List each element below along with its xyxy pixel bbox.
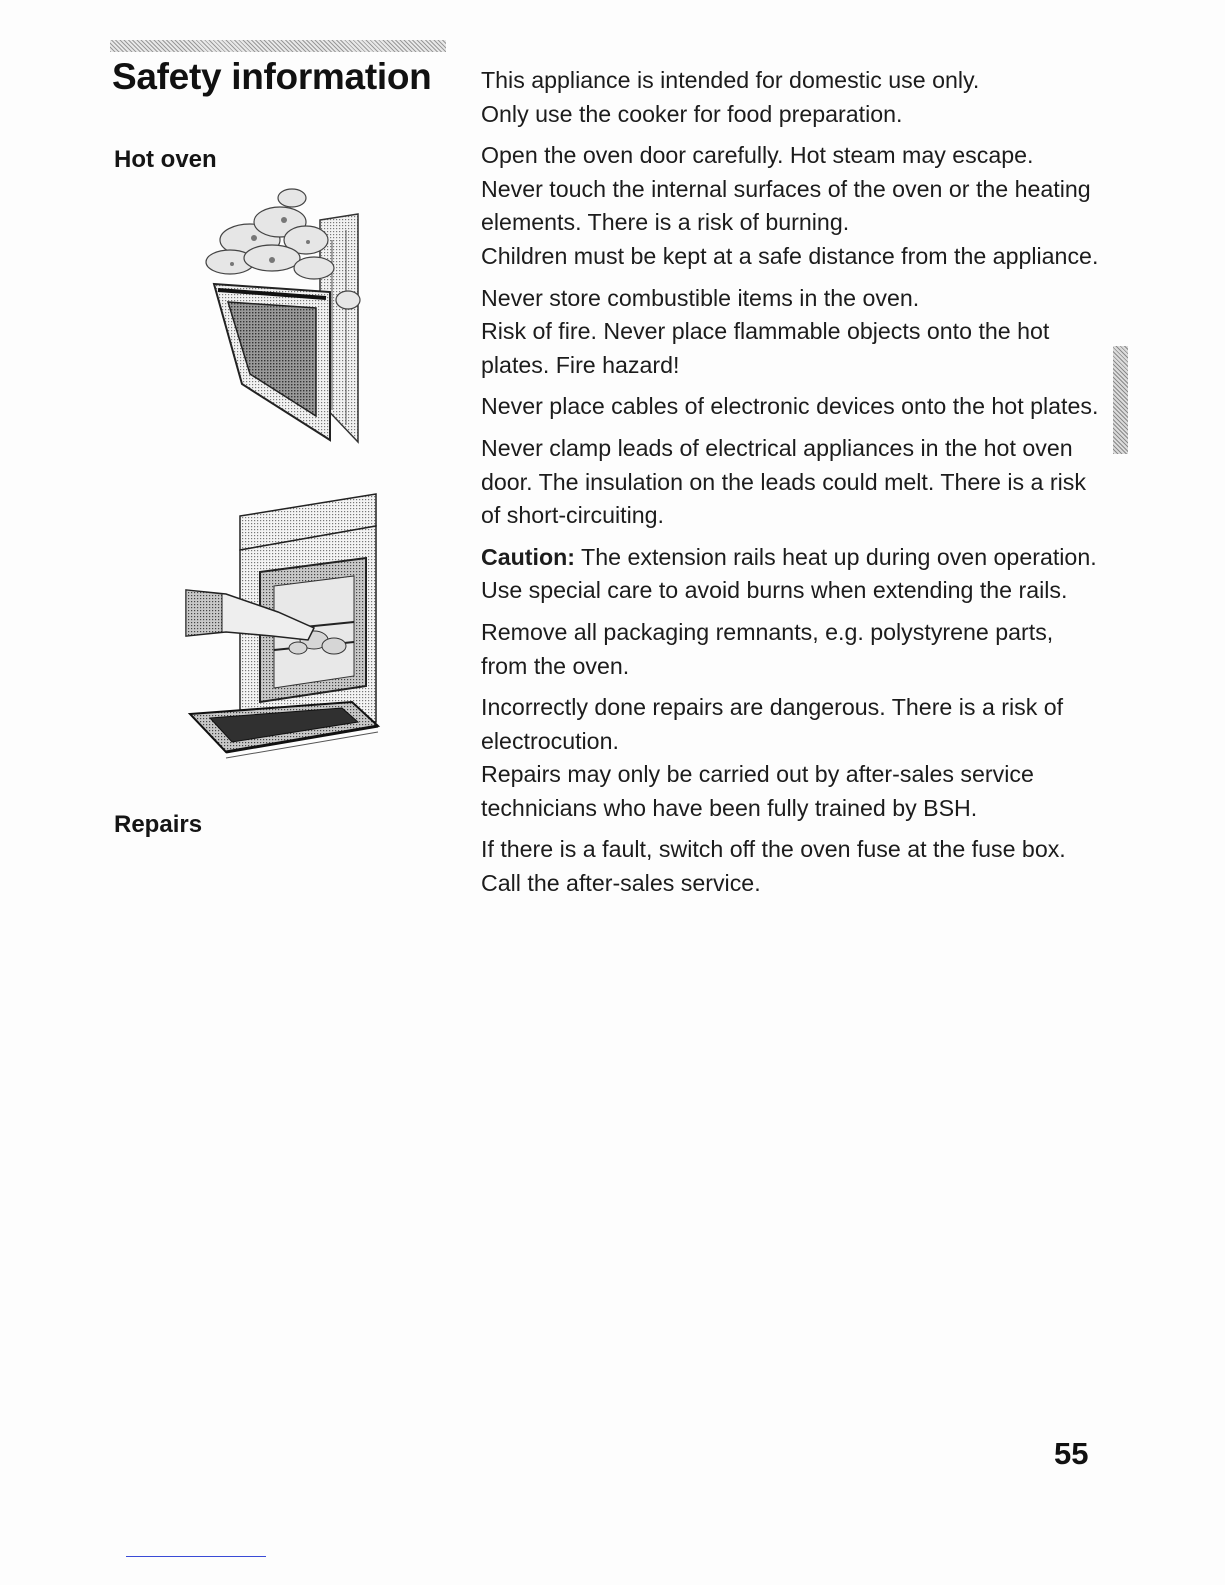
body-text-column [481, 64, 1101, 909]
caution-label: Caution: [481, 543, 576, 570]
paragraph-caution [481, 541, 1101, 608]
paragraph-fire-risk: Risk of fire. Never place flammable objects onto the hot plates. Fire hazard! [481, 318, 1050, 378]
footer-rule [126, 1556, 266, 1557]
paragraph-food-preparation: Only use the cooker for food preparation. [481, 100, 903, 127]
page-number: 55 [1054, 1436, 1089, 1471]
paragraph-after-sales: Call the after-sales service. [481, 870, 761, 897]
page-title: Safety information [112, 56, 432, 97]
paragraph-combustible-items: Never store combustible items in the oven. [481, 284, 920, 311]
paragraph-domestic-use: This appliance is intended for domestic use only. [481, 67, 980, 93]
chapter-side-marker [1113, 346, 1128, 454]
oven-steam-illustration-icon [180, 180, 370, 450]
paragraph-children: Children must be kept at a safe distance from the appliance. [481, 242, 1099, 269]
section-label-repairs: Repairs [114, 811, 203, 838]
paragraph-hot-steam: Open the oven door carefully. Hot steam may escape. Never touch the internal surfaces of the oven or the heating elements. There is a risk of burning. [481, 142, 1091, 236]
paragraph-cables: Never place cables of electronic devices onto the hot plates. [481, 393, 1099, 420]
paragraph-incorrect-repairs: Incorrectly done repairs are dangerous. There is a risk of electrocution. [481, 694, 1064, 754]
paragraph-repair-technicians: Repairs may only be carried out by after-sales service technicians who have been fully trained by BSH. [481, 761, 1034, 821]
caution-text: The extension rails heat up during oven operation. Use special care to avoid burns when extending the rails. [481, 543, 1097, 604]
paragraph-clamp-leads: Never clamp leads of electrical appliances in the hot oven door. The insulation on the leads could melt. There is a risk of short-circuiting. [481, 434, 1086, 529]
header-hatch-bar [110, 40, 446, 52]
oven-extension-rails-illustration-icon [182, 490, 382, 770]
paragraph-fault-fuse: If there is a fault, switch off the oven fuse at the fuse box. [481, 836, 1066, 863]
section-label-hot-oven: Hot oven [114, 146, 217, 173]
paragraph-packaging: Remove all packaging remnants, e.g. polystyrene parts, from the oven. [481, 618, 1054, 679]
